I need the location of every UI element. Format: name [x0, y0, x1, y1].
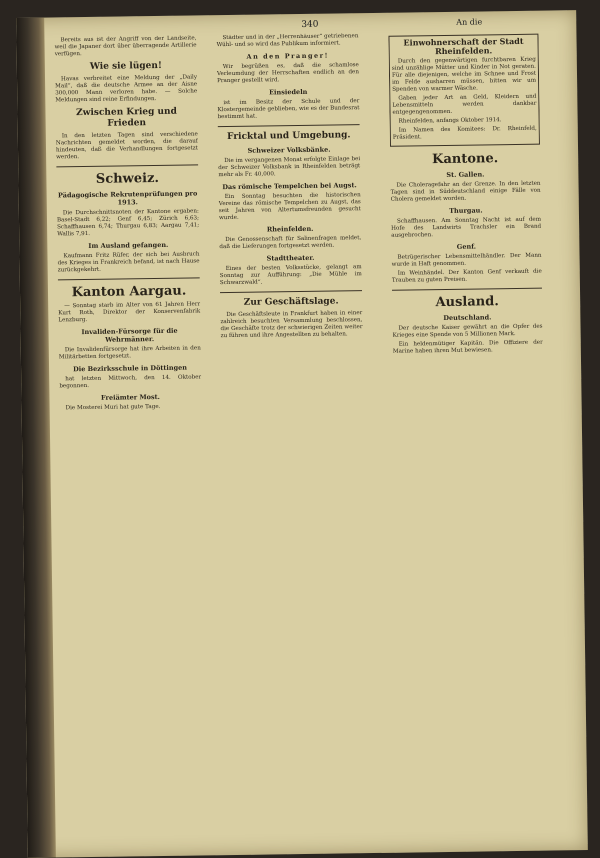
- notice-title: Einwohnerschaft der Stadt Rheinfelden.: [403, 35, 524, 57]
- section-kantone: Kantone.: [432, 151, 499, 168]
- paragraph: In den letzten Tagen sind verschiedene Nachrichten gemeldet worden, die darauf hindeuten, daß die Verhandlungen fortgesetzt werden.: [55, 131, 199, 161]
- headline-luegen: Wie sie lügen!: [89, 60, 162, 72]
- divider: [56, 164, 198, 167]
- paragraph: Der deutsche Kaiser gewährt an die Opfer des Krieges eine Spende von 5 Millionen Mark.: [392, 323, 543, 339]
- page-number: 340: [301, 19, 319, 30]
- section-geschaeftslage: Zur Geschäftslage.: [243, 296, 339, 308]
- paragraph: Die Mosterei Muri hat gute Tage.: [65, 403, 161, 412]
- headline-krieg-frieden: Zwischen Krieg und Frieden: [76, 106, 177, 129]
- section-aargau: Kanton Aargau.: [71, 283, 187, 301]
- section-ausland: Ausland.: [435, 294, 499, 311]
- column-3: [388, 31, 549, 843]
- paragraph: Havas verbreitet eine Meldung der „Daily Mail“, daß die deutsche Armee an der Aisne 300,000 Mann verloren habe. — Solche Meldungen sind reine Erfindungen.: [55, 74, 198, 104]
- paragraph: Bereits aus ist der Angriff von der Landseite, weil die Japaner dort über überragende Artillerie verfügen.: [54, 35, 197, 58]
- notice-signature: Im Namen des Komitees: Dr. Rheinfeld, Präsident.: [392, 125, 537, 141]
- subhead: Genf.: [456, 242, 477, 251]
- subhead: Schweizer Volksbänke.: [247, 145, 331, 155]
- divider: [392, 288, 542, 291]
- paragraph: Kaufmann Fritz Rüfer, der sich bei Ausbruch des Krieges in Frankreich befand, ist nach Hause zurückgekehrt.: [57, 251, 200, 274]
- divider: [220, 290, 362, 293]
- paragraph: ist im Besitz der Schule und der Klostergemeinde geblieben, wie es der Bundesrat bestimmt hat.: [217, 98, 360, 121]
- paragraph: Die im vergangenen Monat erfolgte Einlage bei der Schweizer Volksbank in Rheinfelden beträgt mehr als Fr. 40,000.: [218, 156, 361, 179]
- corner-label: An die: [456, 17, 483, 27]
- paragraph: Im Weinhändel. Der Kanton Genf verkauft die Trauben zu guten Preisen.: [391, 268, 542, 284]
- subhead: Deutschland.: [443, 313, 492, 323]
- paragraph: Schaffhausen. Am Sonntag Nacht ist auf dem Hofe des Landwirts Trachsler ein Brand ausgebrochen.: [391, 216, 542, 239]
- paragraph: — Sonntag starb im Alter von 61 Jahren Herr Kurt Roth, Direktor der Konservenfabrik Lenzburg.: [58, 301, 201, 324]
- paragraph: Die Geschäftsleute in Frankfurt haben in einer zahlreich besuchten Versammlung beschlossen, die Geschäfte trotz der schwierigen Zeiten weiter zu führen und ihre Angestellten zu behalten.: [220, 310, 363, 340]
- column-2: [216, 33, 369, 845]
- subhead: Invaliden-Fürsorge für die Wehrmänner.: [81, 326, 178, 344]
- column-1: [54, 35, 207, 847]
- divider: [218, 124, 360, 127]
- paragraph: hat letzten Mittwoch, den 14. Oktober begonnen.: [59, 374, 202, 390]
- section-fricktal: Fricktal und Umgebung.: [227, 130, 351, 143]
- paragraph: Ein Sonntag besuchten die historischen Vereine das römische Tempelchen zu Augst, das seit Jahren von Altertumsfreunden gesucht wurde.: [218, 192, 361, 222]
- paragraph: Eines der besten Volksstücke, gelangt am Sonntag zur Aufführung: „Die Mühle im Schwarzwald“.: [219, 264, 362, 287]
- notice-box: [388, 34, 540, 147]
- notice-date: Rheinfelden, anfangs Oktober 1914.: [398, 117, 502, 125]
- subhead: St. Gallen.: [446, 170, 485, 179]
- subhead: Stadttheater.: [266, 253, 315, 263]
- paragraph: Die Genossenschaft für Salinenfragen meldet, daß die Lieferungen fortgesetzt werden.: [219, 235, 362, 251]
- paragraph: Die Invalidenfürsorge hat ihre Arbeiten in den Militärbetten fortgesetzt.: [58, 345, 201, 361]
- subhead: Freiämter Most.: [100, 392, 160, 402]
- paragraph: Ein heldenmütiger Kapitän. Die Offiziere der Marine haben ihren Mut bewiesen.: [392, 339, 543, 355]
- paragraph: Betrügerischer Lebensmittelhändler. Der Mann wurde in Haft genommen.: [391, 252, 542, 268]
- paragraph: Gaben jeder Art an Geld, Kleidern und Lebensmitteln werden dankbar entgegengenommen.: [392, 93, 537, 116]
- paragraph: Die Durchschnittsnoten der Kantone ergaben: Basel-Stadt 6,22; Genf 6,45; Zürich 6,63; Schaffhausen 6,74; Thurgau 6,83; Aargau 7,41; Wallis 7,91.: [56, 208, 200, 238]
- subhead: Pädagogische Rekrutenprüfungen pro 1913.: [57, 189, 198, 207]
- subhead: Im Ausland gefangen.: [88, 240, 169, 250]
- subhead: Rheinfelden.: [266, 224, 314, 234]
- book-binding: [16, 18, 56, 858]
- newspaper-page: [16, 10, 588, 858]
- paragraph: Durch den gegenwärtigen furchtbaren Krieg sind unzählige Mütter und Kinder in Not geraten. Für alle diejenigen, welche im Schnee und Frost im Felde ausharren müssen, bitten wir um Spenden von warmer Wäsche.: [391, 56, 537, 93]
- subhead: Die Bezirksschule in Döttingen: [73, 363, 188, 374]
- section-schweiz: Schweiz.: [95, 170, 160, 187]
- subhead: Das römische Tempelchen bei Augst.: [222, 181, 357, 192]
- paragraph: Die Choleragefahr an der Grenze. In den letzten Tagen sind in Süddeutschland einige Fälle von Cholera gemeldet worden.: [390, 180, 541, 203]
- paragraph: Städter und in der „Herrenhäuser“ getriebenen Wühl- und so wird das Publikum informiert.: [216, 33, 359, 49]
- divider: [58, 277, 200, 280]
- paragraph: Wir begrüßen es, daß die schamlose Verleumdung der Herrschaften endlich an den Pranger gestellt wird.: [216, 62, 359, 85]
- subhead: Einsiedeln: [269, 87, 308, 97]
- subhead: An den Pranger!: [246, 51, 329, 61]
- subhead: Thurgau.: [449, 206, 483, 215]
